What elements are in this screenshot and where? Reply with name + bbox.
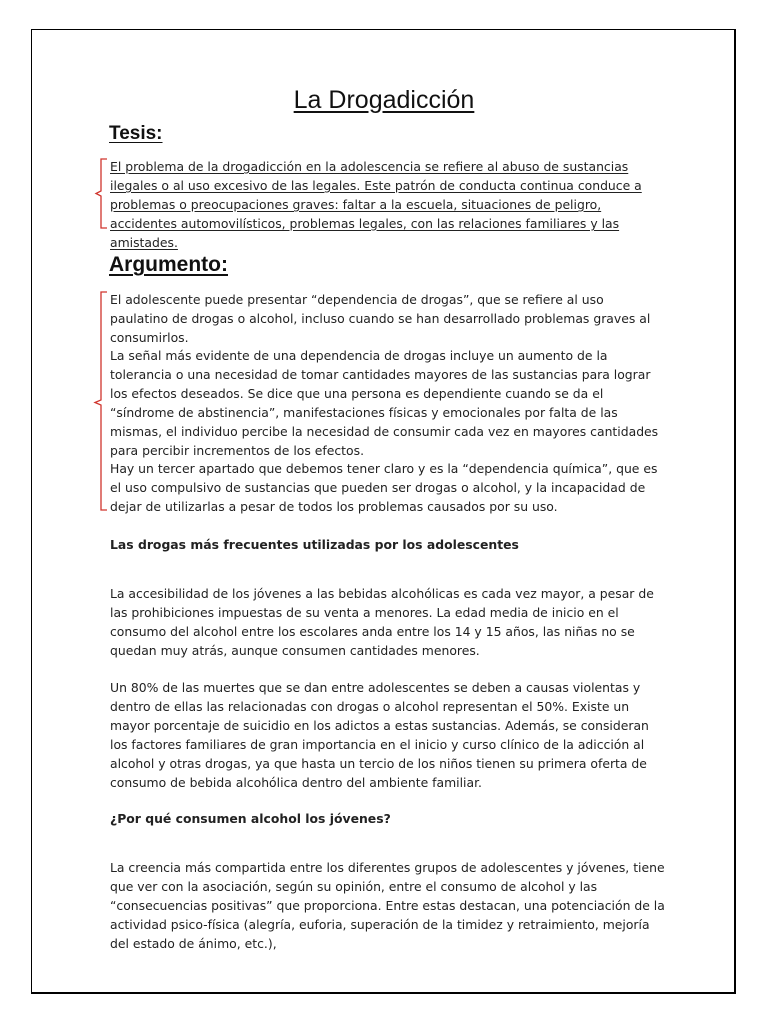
argumento-paragraph-1: El adolescente puede presentar “dependencia de drogas”, que se refiere al uso paulatino de drogas o alcohol, incluso cuando se han desarrollado problemas graves al consumirlos. xyxy=(110,292,651,345)
section-heading-por-que: ¿Por qué consumen alcohol los jóvenes? xyxy=(110,811,391,826)
tesis-bracket xyxy=(96,159,107,228)
paragraph-muertes: Un 80% de las muertes que se dan entre adolescentes se deben a causas violentas y dentro de ellas las relacionadas con drogas o alcohol representan el 50%. Existe un mayor porcentaje de suicidio en los adictos a estas sustancias. Además, se consideran los factores familiares de gran importancia en el inicio y curso clínico de la adicción al alcohol y otras drogas, ya que hasta un tercio de los niños tienen su primera oferta de consumo de bebida alcohólica dentro del ambiente familiar. xyxy=(110,680,649,790)
section-heading-drogas: Las drogas más frecuentes utilizadas por los adolescentes xyxy=(110,537,519,552)
argumento-bracket xyxy=(95,292,107,510)
tesis-paragraph: El problema de la drogadicción en la adolescencia se refiere al abuso de sustancias ilegales o al uso excesivo de las legales. Este patrón de conducta continua conduce a problemas o preocupaciones graves: faltar a la escuela, situaciones de peligro, accidentes automovilísticos, problemas legales, con las relaciones familiares y las amistades. xyxy=(110,159,642,250)
argumento-paragraph-2: La señal más evidente de una dependencia de drogas incluye un aumento de la tolerancia o una necesidad de tomar cantidades mayores de las sustancias para lograr los efectos deseados. Se dice que una persona es dependiente cuando se da el “síndrome de abstinencia”, manifestaciones físicas y emocionales por falta de las mismas, el individuo percibe la necesidad de consumir cada vez en mayores cantidades para percibir incrementos de los efectos. xyxy=(110,348,659,458)
paragraph-accesibilidad: La accesibilidad de los jóvenes a las bebidas alcohólicas es cada vez mayor, a pesar de las prohibiciones impuestas de su venta a menores. La edad media de inicio en el consumo del alcohol entre los escolares anda entre los 14 y 15 años, las niñas no se quedan muy atrás, aunque consumen cantidades menores. xyxy=(110,586,654,658)
tesis-heading: Tesis: xyxy=(109,123,163,144)
paragraph-creencia: La creencia más compartida entre los diferentes grupos de adolescentes y jóvenes, tiene que ver con la asociación, según su opinión, entre el consumo de alcohol y las “consecuencias positivas” que proporciona. Entre estas destacan, una potenciación de la actividad psico-física (alegría, euforia, superación de la timidez y retraimiento, mejoría del estado de ánimo, etc.), xyxy=(110,860,665,951)
argumento-heading: Argumento: xyxy=(109,253,228,276)
argumento-paragraph-3: Hay un tercer apartado que debemos tener claro y es la “dependencia química”, que es el uso compulsivo de sustancias que pueden ser drogas o alcohol, y la incapacidad de dejar de utilizarlas a pesar de todos los problemas causados por su uso. xyxy=(110,461,658,514)
document-title: La Drogadicción xyxy=(293,86,475,114)
